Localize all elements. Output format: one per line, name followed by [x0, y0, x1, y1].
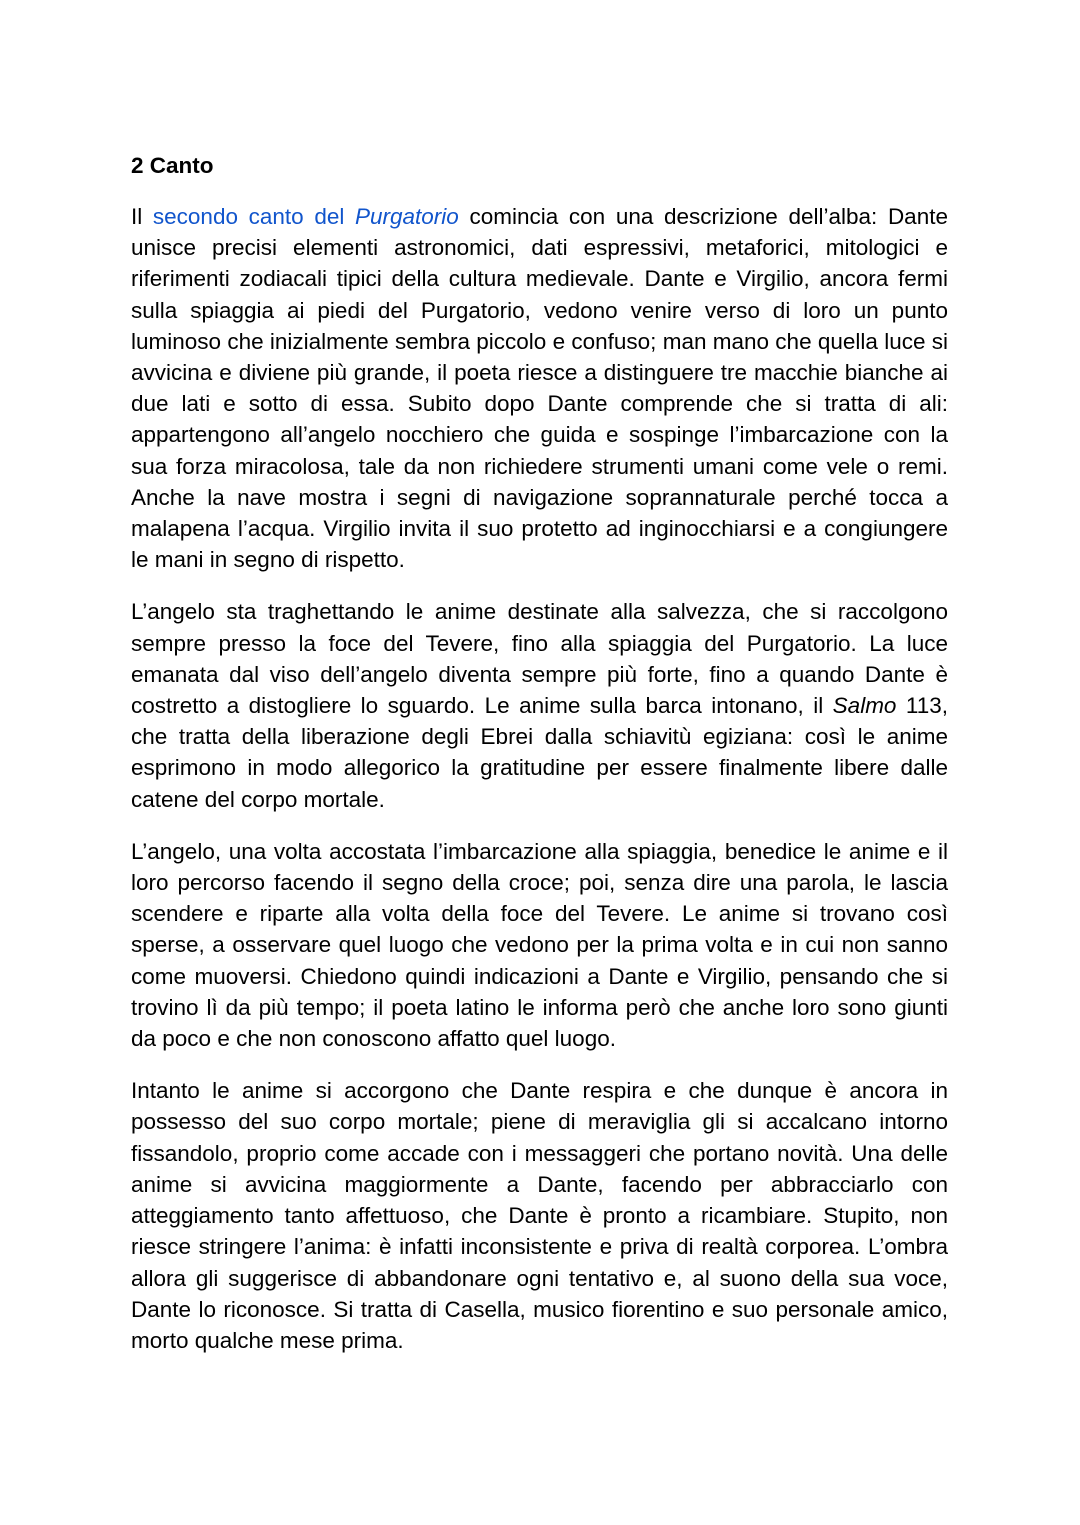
link-italic-text: Purgatorio: [355, 204, 459, 229]
paragraph-2-after: 113, che tratta della liberazione degli Ebrei dalla schiavitù egiziana: così le anime esprimono in modo allegorico la gratitudine per essere finalmente libere dalle catene del corpo mortale.: [131, 693, 949, 812]
page-title: 2 Canto: [131, 153, 214, 178]
document-page: [131, 150, 948, 1377]
purgatorio-link[interactable]: [153, 204, 459, 229]
link-text: secondo canto del: [152, 204, 355, 229]
paragraph-2-before: L’angelo sta traghettando le anime destinate alla salvezza, che si raccolgono sempre presso la foce del Tevere, fino alla spiaggia del Purgatorio. La luce emanata dal viso dell’angelo diventa sempre più forte, fino a quando Dante è costretto a distogliere lo sguardo. Le anime sulla barca intonano, il: [131, 599, 948, 719]
paragraph-1-lead: Il: [131, 204, 153, 229]
paragraph-1: [131, 201, 948, 575]
paragraph-2: [131, 596, 948, 814]
salmo-italic: Salmo: [832, 693, 897, 719]
paragraph-1-rest: comincia con una descrizione dell’alba: Dante unisce precisi elementi astronomici, dati espressivi, metaforici, mitologici e riferimenti zodiacali tipici della cultura medievale. Dante e Virgilio, ancora fermi sulla spiaggia ai piedi del Purgatorio, vedono venire verso di loro un punto luminoso che inizialmente sembra piccolo e confuso; man mano che quella luce si avvicina e diviene più grande, il poeta riesce a distinguere tre macchie bianche ai due lati e sotto di essa. Subito dopo Dante comprende che si tratta di ali: appartengono all’angelo nocchiero che guida e sospinge l’imbarcazione con la sua forza miracolosa, tale da non richiedere strumenti umani come vele o remi. Anche la nave mostra i segni di navigazione soprannaturale perché tocca a malapena l’acqua. Virgilio invita il suo protetto ad inginocchiarsi e a congiungere le mani in segno di rispetto.: [131, 204, 948, 573]
paragraph-4: Intanto le anime si accorgono che Dante respira e che dunque è ancora in possesso del suo corpo mortale; piene di meraviglia gli si accalcano intorno fissandolo, proprio come accade con i messaggeri che portano novità. Una delle anime si avvicina maggiormente a Dante, facendo per abbracciarlo con atteggiamento tanto affettuoso, che Dante è pronto a ricambiare. Stupito, non riesce stringere l’anima: è infatti inconsistente e priva di realtà corporea. L’ombra allora gli suggerisce di abbandonare ogni tentativo e, al suono della sua voce, Dante lo riconosce. Si tratta di Casella, musico fiorentino e suo personale amico, morto qualche mese prima.: [131, 1078, 948, 1353]
paragraph-3: L’angelo, una volta accostata l’imbarcazione alla spiaggia, benedice le anime e il loro percorso facendo il segno della croce; poi, senza dire una parola, le lascia scendere e riparte alla volta della foce del Tevere. Le anime si trovano così sperse, a osservare quel luogo che vedono per la prima volta e in cui non sanno come muoversi. Chiedono quindi indicazioni a Dante e Virgilio, pensando che si trovino lì da più tempo; il poeta latino le informa però che anche loro sono giunti da poco e che non conoscono affatto quel luogo.: [131, 838, 948, 1052]
